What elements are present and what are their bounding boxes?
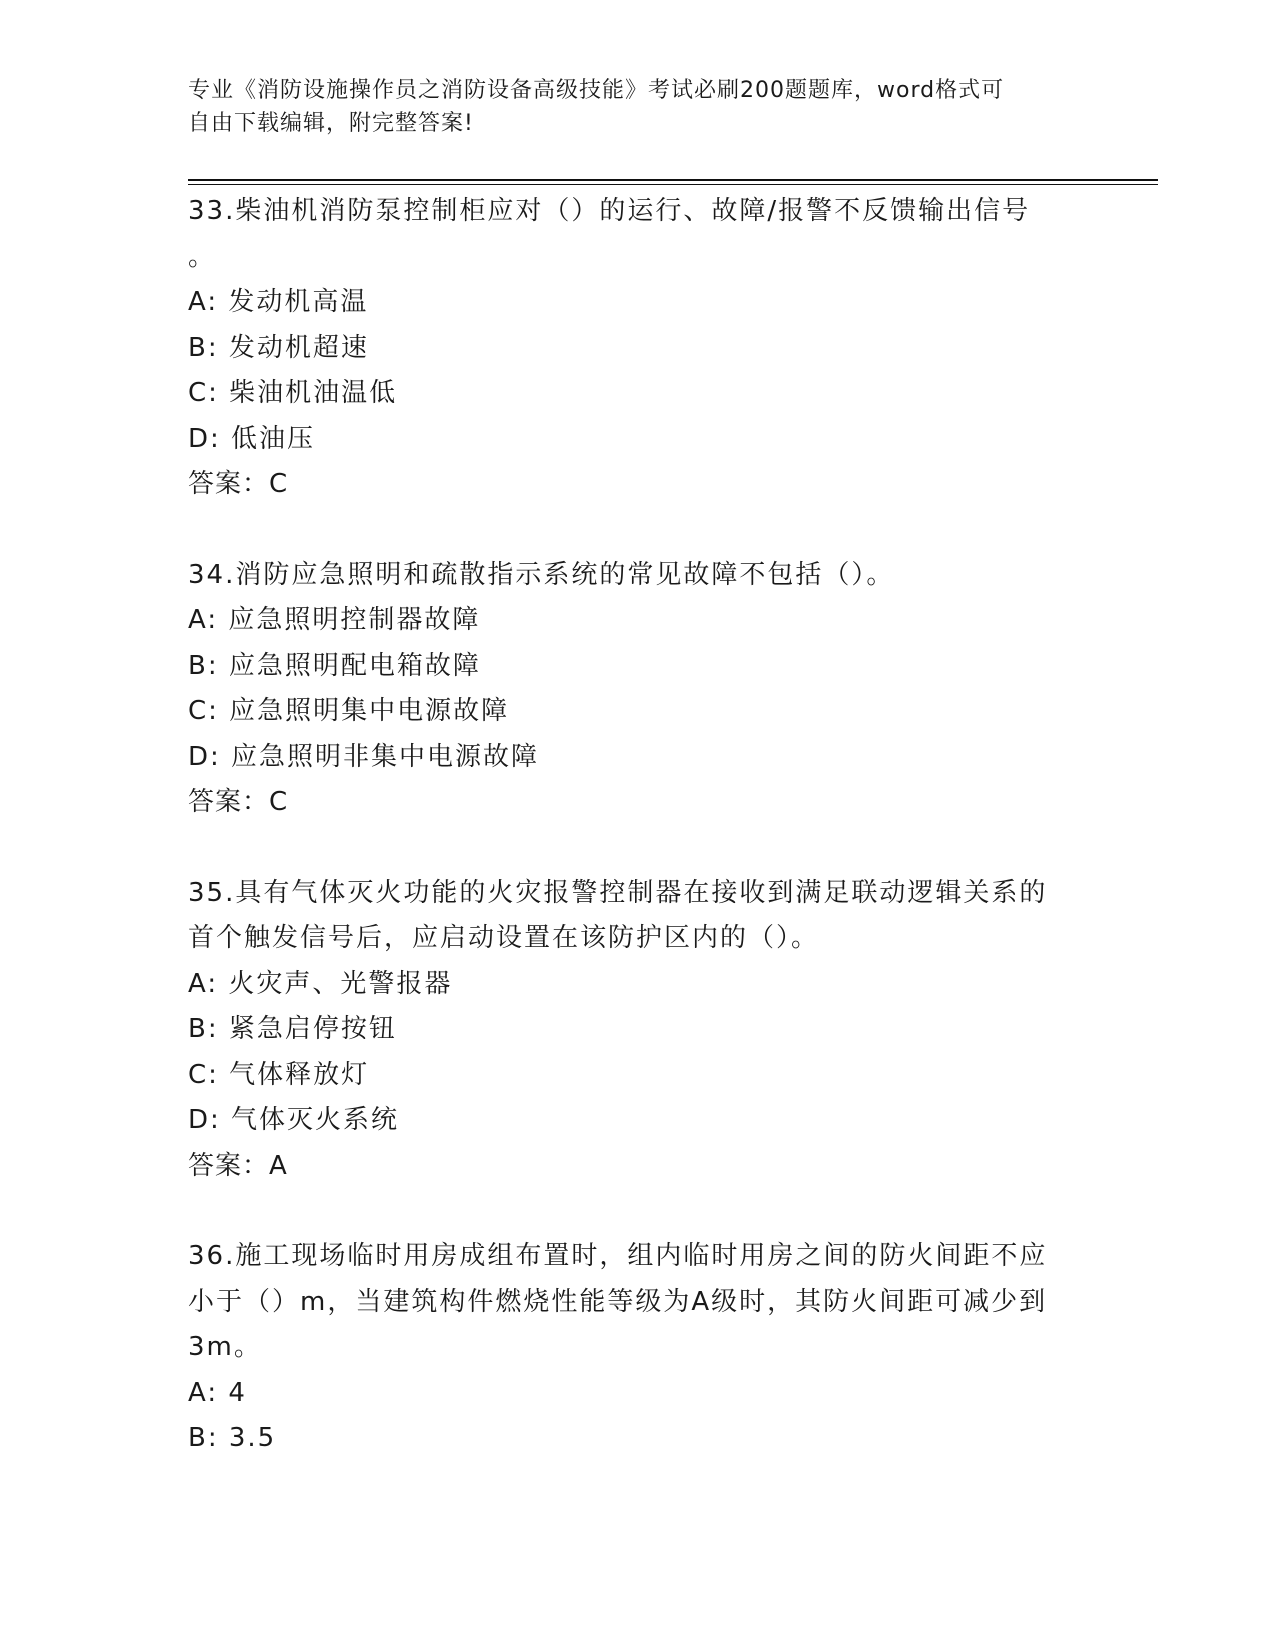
question-stem-line: 。 (188, 241, 217, 272)
document-header (188, 74, 1088, 140)
question-35 (188, 871, 1088, 1190)
header-line-1: 专业《消防设施操作员之消防设备高级技能》考试必刷200题题库，word格式可 (188, 78, 1005, 103)
option-d: D: 低油压 (188, 423, 316, 454)
option-b: B: 发动机超速 (188, 332, 369, 363)
question-stem-line: 3m。 (188, 1332, 262, 1362)
header-divider-thick (188, 179, 1158, 181)
option-c: C: 柴油机油温低 (188, 378, 398, 408)
header-divider-thin (188, 184, 1158, 185)
question-list (188, 189, 1088, 1507)
question-stem-line: 34.消防应急照明和疏散指示系统的常见故障不包括（）。 (188, 559, 895, 590)
option-c: C: 气体释放灯 (188, 1059, 370, 1090)
question-34 (188, 553, 1088, 826)
option-b: B: 应急照明配电箱故障 (188, 650, 481, 681)
option-b: B: 紧急启停按钮 (188, 1014, 397, 1044)
question-stem-line: 35.具有气体灭火功能的火灾报警控制器在接收到满足联动逻辑关系的 (188, 877, 1048, 908)
option-a: A: 火灾声、光警报器 (188, 968, 453, 999)
question-36 (188, 1234, 1088, 1462)
header-line-2: 自由下载编辑，附完整答案! (188, 111, 474, 136)
option-d: D: 气体灭火系统 (188, 1105, 400, 1135)
answer-line: 答案：A (188, 1150, 288, 1181)
option-b: B: 3.5 (188, 1423, 277, 1453)
answer-line: 答案：C (188, 469, 289, 499)
question-stem-line: 33.柴油机消防泵控制柜应对（）的运行、故障/报警不反馈输出信号 (188, 196, 1031, 226)
option-a: A: 发动机高温 (188, 287, 369, 317)
option-d: D: 应急照明非集中电源故障 (188, 741, 540, 772)
option-c: C: 应急照明集中电源故障 (188, 696, 510, 726)
answer-line: 答案：C (188, 787, 289, 817)
option-a: A: 4 (188, 1377, 247, 1408)
question-33 (188, 189, 1088, 508)
option-a: A: 应急照明控制器故障 (188, 605, 481, 635)
question-stem-line: 首个触发信号后，应启动设置在该防护区内的（）。 (188, 923, 820, 953)
question-stem-line: 小于（）m，当建筑构件燃烧性能等级为A级时，其防火间距可减少到 (188, 1286, 1048, 1317)
question-stem-line: 36.施工现场临时用房成组布置时，组内临时用房之间的防火间距不应 (188, 1241, 1048, 1271)
